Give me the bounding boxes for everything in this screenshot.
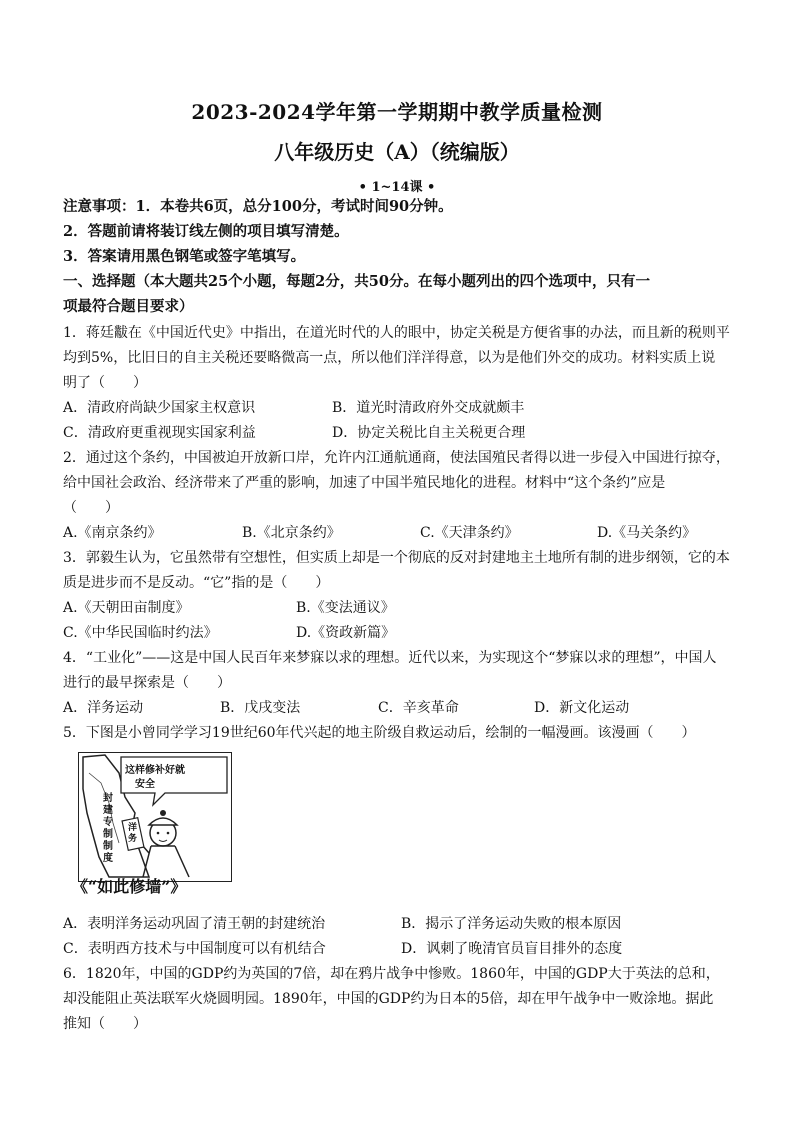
exam-subtitle: 八年级历史（A）（统编版）	[274, 140, 520, 164]
q3-option-b[interactable]: B.《变法通议》	[296, 600, 395, 616]
q4-option-c[interactable]: C．辛亥革命	[378, 700, 459, 716]
q5-option-b[interactable]: B．揭示了洋务运动失败的根本原因	[401, 916, 622, 932]
q1-option-d[interactable]: D．协定关税比自主关税更合理	[332, 425, 526, 441]
q2-option-b[interactable]: B.《北京条约》	[242, 525, 341, 541]
cartoon-patch-label: 洋务	[128, 823, 138, 844]
q1-stem-line-2: 均到5%，比旧日的自主关税还要略微高一点，所以他们洋洋得意，以为是他们外交的成功。材料实质上说	[63, 350, 716, 366]
cartoon-wall-label: 封建专制制度	[103, 793, 113, 864]
q4-option-a[interactable]: A．洋务运动	[63, 700, 144, 716]
cartoon-figure	[78, 752, 232, 882]
q3-option-d[interactable]: D.《资政新篇》	[296, 625, 396, 641]
lesson-scope: • 1~14课 •	[358, 180, 436, 195]
section-heading-line-1: 一、选择题（本大题共25个小题，每题2分，共50分。在每小题列出的四个选项中，只有一	[63, 273, 650, 290]
q3-stem-line-1: 3．郭毅生认为，它虽然带有空想性，但实质上却是一个彻底的反对封建地主土地所有制的进步纲领，它的本	[63, 550, 730, 566]
cartoon-bubble-line-1: 这样修补好就	[125, 765, 185, 776]
note-2: 2．答题前请将装订线左侧的项目填写清楚。	[63, 223, 349, 240]
q1-option-b[interactable]: B．道光时清政府外交成就颇丰	[332, 400, 525, 416]
q2-stem-line-3: （ ）	[63, 500, 119, 516]
q5-stem-line-1: 5．下图是小曾同学学习19世纪60年代兴起的地主阶级自救运动后，绘制的一幅漫画。该漫画（ ）	[63, 725, 696, 741]
q6-stem-line-2: 却没能阻止英法联军火烧圆明园。1890年，中国的GDP约为日本的5倍，却在甲午战争中一败涂地。据此	[63, 991, 714, 1007]
exam-title: 2023-2024学年第一学期期中教学质量检测	[191, 100, 603, 124]
q6-stem-line-1: 6．1820年，中国的GDP约为英国的7倍，却在鸦片战争中惨败。1860年，中国的GDP大于英法的总和，	[63, 966, 720, 982]
q6-stem-line-3: 推知（ ）	[63, 1016, 147, 1032]
q2-stem-line-1: 2．通过这个条约，中国被迫开放新口岸，允许内江通航通商，使法国殖民者得以进一步侵入中国进行掠夺，	[63, 450, 730, 466]
q1-stem-line-3: 明了（ ）	[63, 375, 147, 391]
note-3: 3．答案请用黑色钢笔或签字笔填写。	[63, 248, 306, 265]
q1-option-c[interactable]: C．清政府更重视现实国家利益	[63, 425, 256, 441]
q1-option-a[interactable]: A．清政府尚缺少国家主权意识	[63, 400, 256, 416]
q3-stem-line-2: 质是进步而不是反动。“它”指的是（ ）	[63, 575, 330, 591]
q2-stem-line-2: 给中国社会政治、经济带来了严重的影响，加速了中国半殖民地化的进程。材料中“这个条约”应是	[63, 475, 666, 491]
q5-option-d[interactable]: D．讽刺了晚清官员盲目排外的态度	[401, 941, 623, 957]
note-1: 注意事项：1．本卷共6页，总分100分，考试时间90分钟。	[63, 198, 453, 215]
q4-stem-line-2: 进行的最早探索是（ ）	[63, 675, 231, 691]
q2-option-a[interactable]: A.《南京条约》	[63, 525, 162, 541]
section-heading-line-2: 项最符合题目要求）	[63, 298, 194, 315]
cartoon-caption: 《“如此修墙”》	[72, 877, 187, 896]
cartoon-bubble-line-2: 安全	[135, 779, 155, 790]
q1-stem-line-1: 1．蒋廷黻在《中国近代史》中指出，在道光时代的人的眼中，协定关税是方便省事的办法，而且新的税则平	[63, 325, 730, 341]
q3-option-a[interactable]: A.《天朝田亩制度》	[63, 600, 190, 616]
q3-option-c[interactable]: C.《中华民国临时约法》	[63, 625, 218, 641]
q4-option-b[interactable]: B．戊戌变法	[220, 700, 301, 716]
q5-option-c[interactable]: C．表明西方技术与中国制度可以有机结合	[63, 941, 326, 957]
q4-option-d[interactable]: D．新文化运动	[534, 700, 630, 716]
q5-option-a[interactable]: A．表明洋务运动巩固了清王朝的封建统治	[63, 916, 326, 932]
q2-option-c[interactable]: C.《天津条约》	[420, 525, 519, 541]
q2-option-d[interactable]: D.《马关条约》	[597, 525, 697, 541]
q4-stem-line-1: 4．“工业化”——这是中国人民百年来梦寐以求的理想。近代以来，为实现这个“梦寐以求的理想”，中国人	[63, 650, 717, 666]
